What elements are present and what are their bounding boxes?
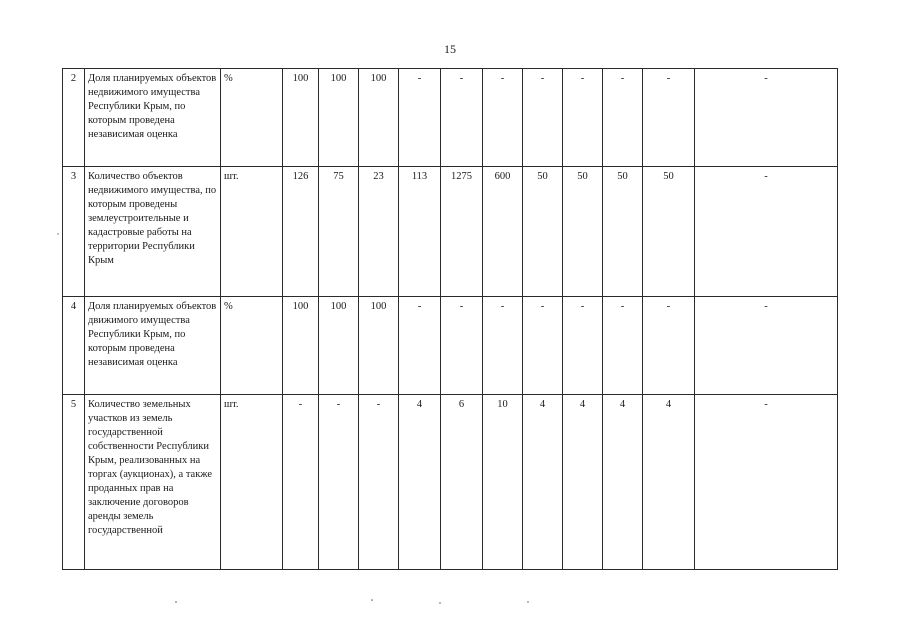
indicator-name: Доля планируемых объектов недвижимого имущества Республики Крым, по которым проведена независимая оценка (85, 69, 221, 167)
unit-cell: % (221, 297, 283, 395)
value-cell: - (399, 297, 441, 395)
value-cell: 4 (643, 395, 695, 570)
value-cell: 50 (523, 167, 563, 297)
value-cell: 50 (603, 167, 643, 297)
value-cell: 600 (483, 167, 523, 297)
row-number: 3 (63, 167, 85, 297)
value-cell: 50 (563, 167, 603, 297)
value-cell: 6 (441, 395, 483, 570)
indicators-table (62, 68, 838, 570)
value-cell: - (441, 69, 483, 167)
value-cell: 100 (319, 69, 359, 167)
value-cell: 4 (399, 395, 441, 570)
value-cell: - (523, 69, 563, 167)
value-cell: 126 (283, 167, 319, 297)
value-cell: 100 (319, 297, 359, 395)
value-cell: - (643, 297, 695, 395)
last-cell: - (695, 167, 838, 297)
table-row (63, 69, 838, 167)
value-cell: - (603, 69, 643, 167)
value-cell: - (399, 69, 441, 167)
value-cell: 113 (399, 167, 441, 297)
value-cell: 50 (643, 167, 695, 297)
value-cell: - (643, 69, 695, 167)
value-cell: - (563, 297, 603, 395)
row-number: 5 (63, 395, 85, 570)
unit-cell: шт. (221, 395, 283, 570)
unit-cell: % (221, 69, 283, 167)
indicator-name: Количество земельных участков из земель государственной собственности Республики Крым, реализованных на торгах (аукционах), а также проданных прав на заключение договоров аренды земель государственной (85, 395, 221, 570)
value-cell: 75 (319, 167, 359, 297)
value-cell: 100 (283, 69, 319, 167)
unit-cell: шт. (221, 167, 283, 297)
value-cell: 100 (359, 69, 399, 167)
value-cell: 4 (523, 395, 563, 570)
value-cell: - (523, 297, 563, 395)
row-number: 4 (63, 297, 85, 395)
indicator-name: Доля планируемых объектов движимого имущества Республики Крым, по которым проведена независимая оценка (85, 297, 221, 395)
value-cell: - (441, 297, 483, 395)
row-number: 2 (63, 69, 85, 167)
value-cell: 4 (563, 395, 603, 570)
value-cell: 1275 (441, 167, 483, 297)
value-cell: 100 (359, 297, 399, 395)
value-cell: 4 (603, 395, 643, 570)
last-cell: - (695, 69, 838, 167)
value-cell: - (319, 395, 359, 570)
value-cell: - (283, 395, 319, 570)
value-cell: - (359, 395, 399, 570)
table-row (63, 395, 838, 570)
last-cell: - (695, 297, 838, 395)
value-cell: - (563, 69, 603, 167)
value-cell: - (483, 297, 523, 395)
table-row (63, 297, 838, 395)
value-cell: 23 (359, 167, 399, 297)
value-cell: - (603, 297, 643, 395)
page-number: 15 (444, 42, 456, 56)
value-cell: - (483, 69, 523, 167)
table-row (63, 167, 838, 297)
value-cell: 100 (283, 297, 319, 395)
last-cell: - (695, 395, 838, 570)
indicator-name: Количество объектов недвижимого имущества, по которым проведены землеустроительные и кадастровые работы на территории Республики Крым (85, 167, 221, 297)
value-cell: 10 (483, 395, 523, 570)
